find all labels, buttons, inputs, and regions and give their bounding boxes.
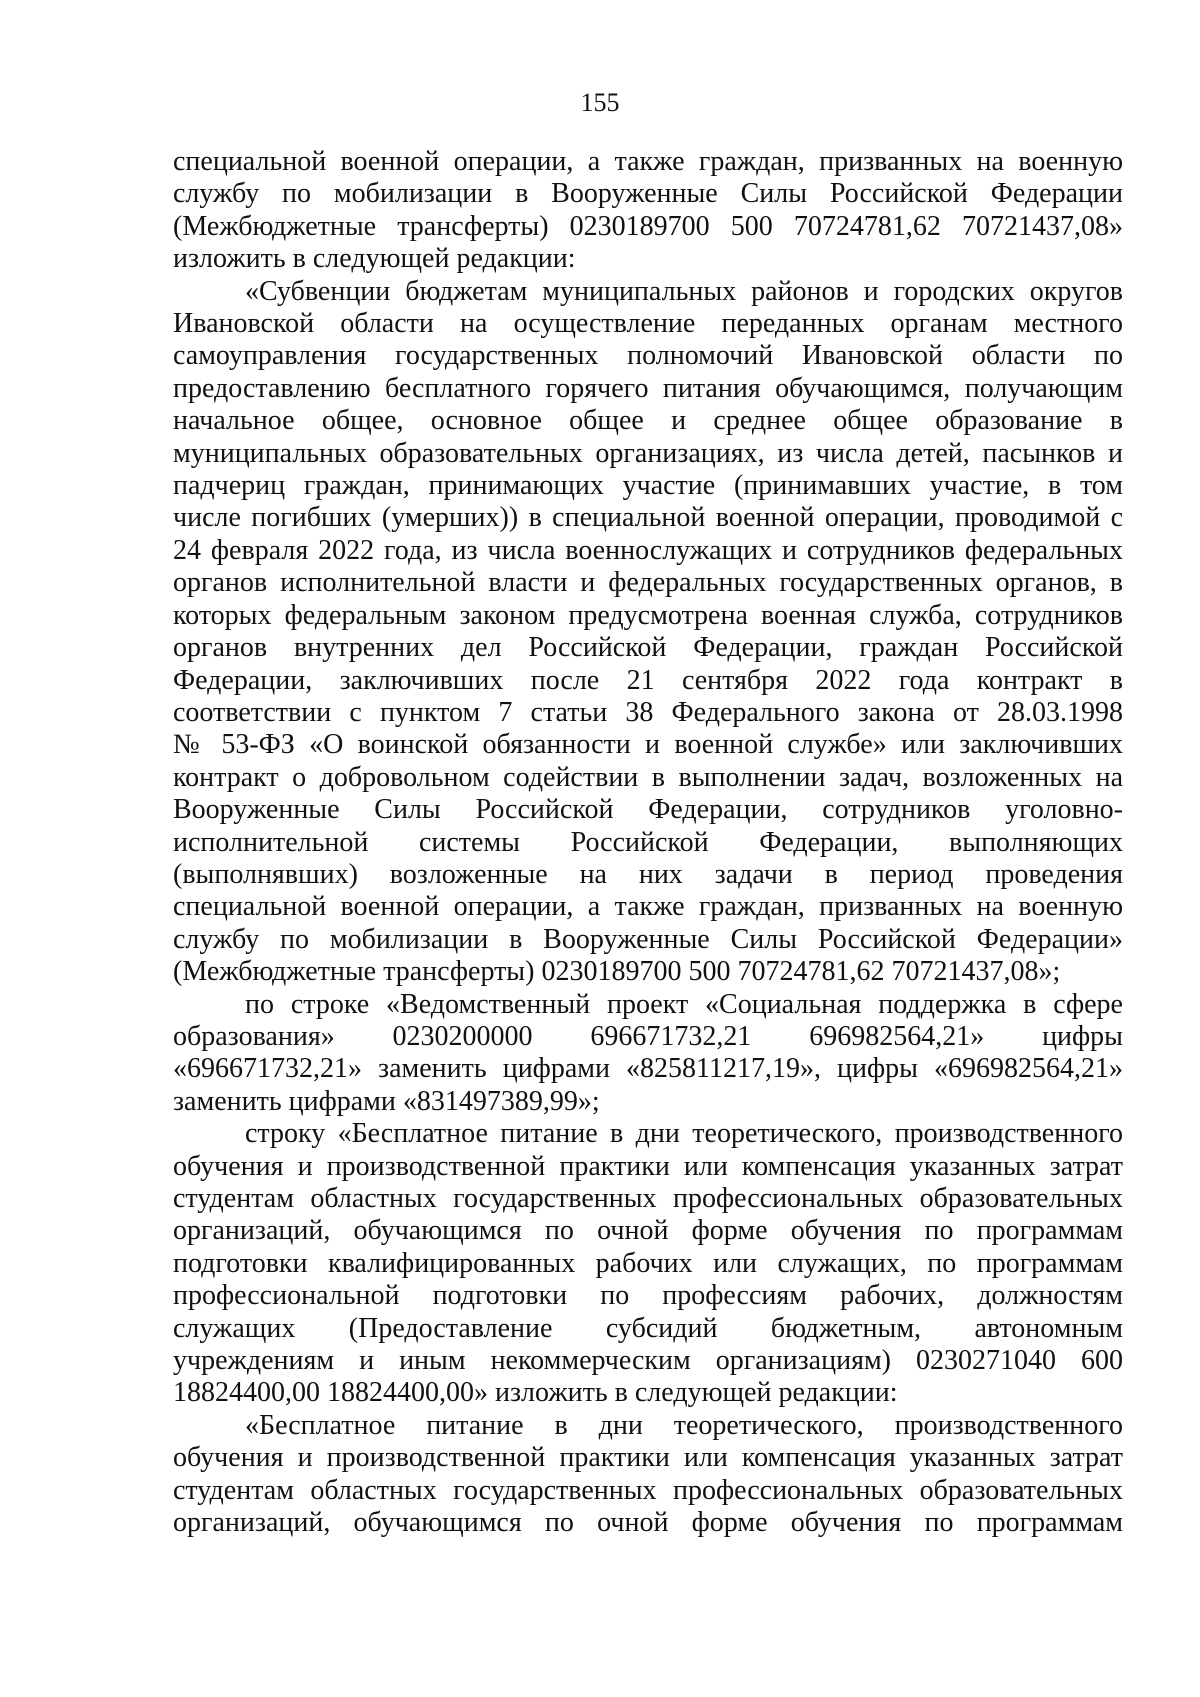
text-line: изложить в следующей редакции: <box>173 243 576 275</box>
text-line: «Бесплатное питание в дни теоретического, производственного <box>245 1409 1123 1441</box>
document-body <box>173 146 1123 1539</box>
text-line: «Субвенции бюджетам муниципальных районов и городских округов <box>245 275 1123 307</box>
paragraph <box>173 146 1123 276</box>
text-line: организаций, обучающимся по очной форме обучения по программам <box>173 1215 1123 1247</box>
text-line: учреждениям и иным некоммерческим организациям) 0230271040 600 <box>173 1345 1123 1377</box>
text-line: Вооруженные Силы Российской Федерации, сотрудников уголовно- <box>173 794 1123 826</box>
text-line: обучения и производственной практики или компенсация указанных затрат <box>173 1442 1123 1474</box>
text-line: строку «Бесплатное питание в дни теоретического, производственного <box>245 1118 1123 1150</box>
text-line: № 53-ФЗ «О воинской обязанности и военной службе» или заключивших <box>173 729 1123 761</box>
text-line: студентам областных государственных профессиональных образовательных <box>173 1474 1123 1506</box>
page-number: 155 <box>580 88 620 117</box>
text-line: органов исполнительной власти и федеральных государственных органов, в <box>173 567 1123 599</box>
text-line: заменить цифрами «831497389,99»; <box>173 1085 600 1117</box>
text-line: начальное общее, основное общее и среднее общее образование в <box>173 405 1123 437</box>
text-line: (Межбюджетные трансферты) 0230189700 500 70724781,62 70721437,08» <box>173 210 1123 242</box>
text-line: организаций, обучающимся по очной форме обучения по программам <box>173 1507 1123 1539</box>
text-line: падчериц граждан, принимающих участие (принимавших участие, в том <box>173 470 1123 502</box>
text-line: по строке «Ведомственный проект «Социальная поддержка в сфере <box>245 988 1123 1020</box>
text-line: студентам областных государственных профессиональных образовательных <box>173 1183 1123 1214</box>
paragraph <box>173 1410 1123 1540</box>
text-line: подготовки квалифицированных рабочих или служащих, по программам <box>173 1247 1123 1279</box>
text-line: контракт о добровольном содействии в выполнении задач, возложенных на <box>173 761 1123 793</box>
text-line: соответствии с пунктом 7 статьи 38 Федерального закона от 28.03.1998 <box>173 696 1123 728</box>
paragraph <box>173 1118 1123 1410</box>
text-line: образования» 0230200000 696671732,21 696982564,21» цифры <box>173 1020 1123 1052</box>
text-line: которых федеральным законом предусмотрена военная служба, сотрудников <box>173 599 1123 631</box>
text-line: самоуправления государственных полномочий Ивановской области по <box>173 340 1123 372</box>
text-line: 24 февраля 2022 года, из числа военнослужащих и сотрудников федеральных <box>173 534 1123 566</box>
paragraph <box>173 989 1123 1119</box>
text-line: «696671732,21» заменить цифрами «825811217,19», цифры «696982564,21» <box>173 1053 1123 1085</box>
text-line: профессиональной подготовки по профессиям рабочих, должностям <box>173 1280 1123 1312</box>
text-line: (Межбюджетные трансферты) 0230189700 500 70724781,62 70721437,08»; <box>173 956 1061 988</box>
text-line: службу по мобилизации в Вооруженные Силы Российской Федерации <box>173 178 1123 210</box>
text-line: Федерации, заключивших после 21 сентября 2022 года контракт в <box>173 664 1123 696</box>
text-line: службу по мобилизации в Вооруженные Силы Российской Федерации» <box>173 923 1123 955</box>
text-line: специальной военной операции, а также граждан, призванных на военную <box>173 146 1123 177</box>
text-line: исполнительной системы Российской Федерации, выполняющих <box>173 826 1123 858</box>
text-line: обучения и производственной практики или компенсация указанных затрат <box>173 1150 1123 1182</box>
paragraph <box>173 276 1123 989</box>
text-line: муниципальных образовательных организациях, из числа детей, пасынков и <box>173 437 1123 469</box>
text-line: служащих (Предоставление субсидий бюджетным, автономным <box>173 1312 1123 1344</box>
text-line: числе погибших (умерших)) в специальной военной операции, проводимой с <box>173 502 1123 534</box>
text-line: Ивановской области на осуществление переданных органам местного <box>173 308 1123 340</box>
text-line: предоставлению бесплатного горячего питания обучающимся, получающим <box>173 372 1123 404</box>
text-line: специальной военной операции, а также граждан, призванных на военную <box>173 891 1123 923</box>
text-line: (выполнявших) возложенные на них задачи в период проведения <box>173 858 1123 890</box>
text-line: органов внутренних дел Российской Федерации, граждан Российской <box>173 632 1123 664</box>
text-line: 18824400,00 18824400,00» изложить в следующей редакции: <box>173 1377 898 1409</box>
